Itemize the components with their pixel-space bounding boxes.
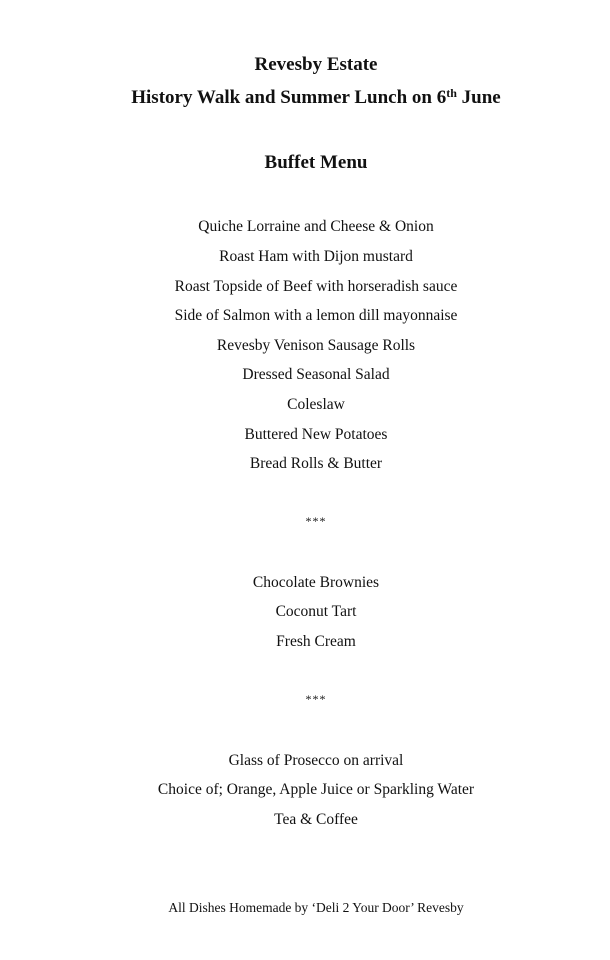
menu-item: Coleslaw bbox=[287, 396, 345, 413]
estate-title: Revesby Estate bbox=[254, 54, 378, 75]
menu-item: Side of Salmon with a lemon dill mayonnaise bbox=[174, 307, 458, 324]
menu-item: Quiche Lorraine and Cheese & Onion bbox=[198, 218, 434, 235]
drink-item: Tea & Coffee bbox=[274, 811, 358, 828]
menu-item: Bread Rolls & Butter bbox=[249, 455, 383, 472]
event-title-main: History Walk and Summer Lunch on 6 bbox=[131, 87, 447, 108]
menu-item: Roast Topside of Beef with horseradish sauce bbox=[174, 278, 458, 295]
dessert-item: Chocolate Brownies bbox=[252, 574, 380, 591]
menu-item: Revesby Venison Sausage Rolls bbox=[216, 337, 416, 354]
event-title-ordinal: th bbox=[446, 86, 457, 100]
drink-item: Choice of; Orange, Apple Juice or Sparkling Water bbox=[157, 781, 475, 798]
event-title bbox=[0, 87, 610, 109]
menu-title: Buffet Menu bbox=[264, 152, 368, 173]
drink-item: Glass of Prosecco on arrival bbox=[228, 752, 404, 769]
menu-item: Buttered New Potatoes bbox=[244, 426, 388, 443]
section-separator: *** bbox=[305, 692, 327, 706]
dessert-item: Coconut Tart bbox=[275, 603, 357, 620]
section-separator: *** bbox=[305, 514, 327, 528]
menu-item: Dressed Seasonal Salad bbox=[242, 366, 390, 383]
footer-credit: All Dishes Homemade by ‘Deli 2 Your Door’ Revesby bbox=[168, 900, 464, 915]
event-title-month: June bbox=[456, 87, 501, 108]
menu-item: Roast Ham with Dijon mustard bbox=[219, 248, 413, 265]
dessert-item: Fresh Cream bbox=[276, 633, 356, 650]
